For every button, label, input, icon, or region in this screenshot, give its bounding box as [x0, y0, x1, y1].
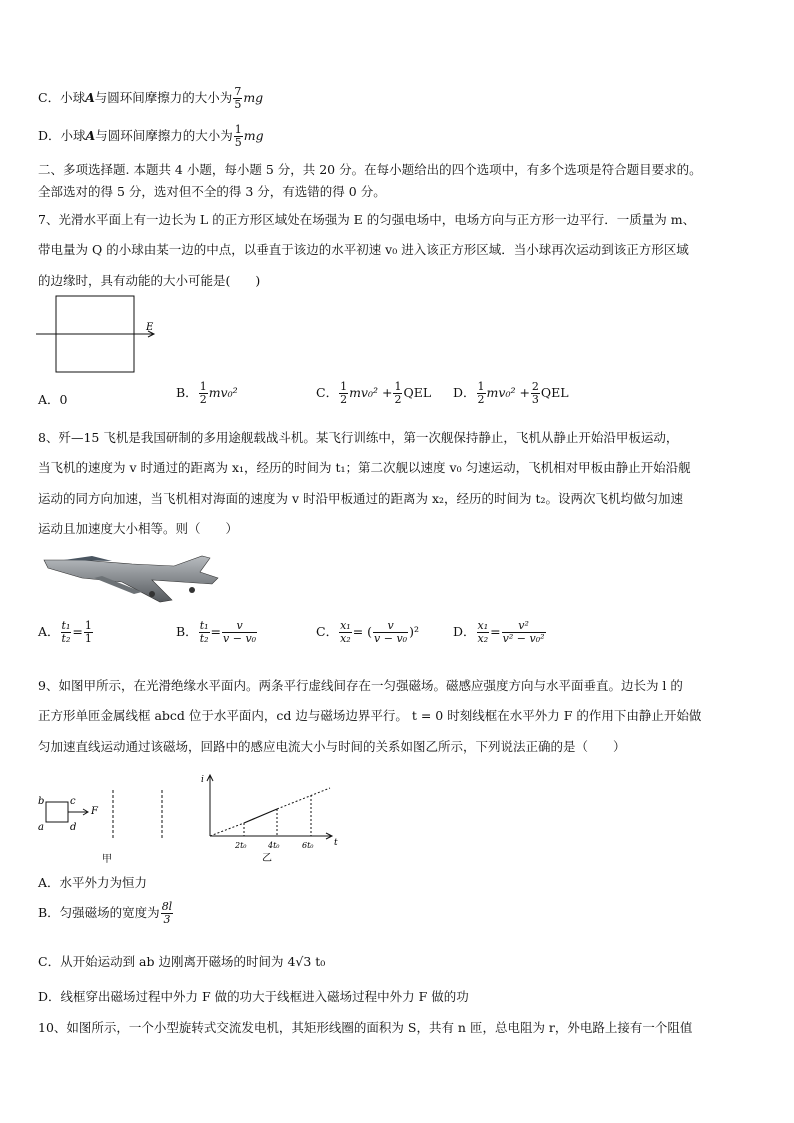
q8-stem-line3: 运动的同方向加速，当飞机相对海面的速度为 v 时沿甲板通过的距离为 x₂，经历的时间为 t₂。设两次飞机均做匀加速: [38, 491, 684, 506]
dashed-line-end: [277, 788, 330, 809]
q9-option-a: A．水平外力为恒力: [38, 875, 148, 890]
q7-stem-line2: 带电量为 Q 的小球由某一边的中点，以垂直于该边的水平初速 v₀ 进入该正方形区域．当小球再次运动到该正方形区域: [38, 242, 689, 257]
corner-c: c: [70, 796, 76, 807]
q8-option-a: A． $\frac{\text{t₁}}{\text{t₂}}$ = $\frac{1}{1}$: [38, 619, 92, 645]
fighter-jet-image: [42, 544, 220, 606]
q8-stem-line2: 当飞机的速度为 v 时通过的距离为 x₁，经历的时间为 t₁；第二次舰以速度 v₀ 匀速运动，飞机相对甲板由静止开始沿舰: [38, 460, 691, 475]
corner-b: b: [38, 796, 45, 807]
field-label: E: [146, 322, 154, 333]
q9-option-d: D．线框穿出磁场过程中外力 F 做的功大于线框进入磁场过程中外力 F 做的功: [38, 989, 469, 1004]
q9-option-c: C．从开始运动到 ab 边刚离开磁场的时间为 4√3 t₀: [38, 954, 326, 969]
current-segment: [244, 809, 277, 823]
q9-figure-jia: [36, 786, 176, 866]
section-heading-line1: 二、多项选择题. 本题共 4 小题，每小题 5 分，共 20 分。在每小题给出的四个选项中，有多个选项是符合题目要求的。: [38, 162, 702, 177]
q7-square-field-figure: [36, 292, 166, 374]
q7-stem-line1: 7、光滑水平面上有一边长为 L 的正方形区域处在场强为 E 的匀强电场中，电场方向与正方形一边平行．一质量为 m、: [38, 212, 696, 227]
t-axis-label: t: [334, 838, 338, 848]
fraction: $\frac{1}{5}$: [234, 123, 242, 149]
tick-label: 4t₀: [268, 841, 280, 850]
q8-option-b: B． $\frac{\text{t₁}}{\text{t₂}}$ = $\frac{v}{\text{v − v₀}}$: [176, 619, 257, 645]
q9-stem-line2: 正方形单匝金属线框 abcd 位于水平面内，cd 边与磁场边界平行。 t = 0 时刻线框在水平外力 F 的作用下由静止开始做: [38, 708, 702, 723]
q7-stem-line3: 的边缘时，具有动能的大小可能是( ): [38, 273, 261, 288]
q9-figure-yi: [198, 772, 348, 864]
q7-option-d: D． $\frac{1}{2}$ mv₀² + $\frac{2}{3}$ QEL: [453, 380, 569, 406]
q8-stem-line1: 8、歼—15 飞机是我国研制的多用途舰载战斗机。某飞行训练中，第一次舰保持静止，飞机从静止开始沿甲板运动，: [38, 430, 679, 445]
q8-option-d: D． $\frac{\text{x₁}}{\text{x₂}}$ = $\frac{\text{v²}}{\text{v² − v₀²}}$: [453, 619, 545, 645]
caption-yi: 乙: [262, 853, 272, 864]
force-label: F: [91, 806, 98, 817]
caption-jia: 甲: [102, 854, 112, 865]
corner-d: d: [70, 822, 77, 833]
wire-frame: [46, 802, 68, 822]
q6-option-d: D．小球A与圆环间摩擦力的大小为 $\frac{1}{5}$ mg: [38, 123, 264, 149]
q7-option-a: A．0: [38, 392, 68, 407]
q9-option-b: B．匀强磁场的宽度为 $\frac{8l}{3}$: [38, 900, 173, 926]
q10-stem-line1: 10、如图所示，一个小型旋转式交流发电机，其矩形线圈的面积为 S，共有 n 匝，总电阻为 r，外电路上接有一个阻值: [38, 1020, 693, 1035]
q7-option-c: C． $\frac{1}{2}$ mv₀² + $\frac{1}{2}$ QEL: [316, 380, 432, 406]
q9-stem-line3: 匀加速直线运动通过该磁场，回路中的感应电流大小与时间的关系如图乙所示，下列说法正确的是（ ）: [38, 739, 626, 754]
q8-option-c: C． $\frac{\text{x₁}}{\text{x₂}}$ = ( $\frac{v}{\text{v − v₀}}$ )²: [316, 619, 419, 645]
i-axis-label: i: [201, 775, 204, 785]
dashed-line-start: [210, 823, 244, 836]
fraction: $\frac{7}{5}$: [234, 85, 242, 111]
corner-a: a: [38, 822, 44, 833]
q7-option-b: B． $\frac{1}{2}$ mv₀²: [176, 380, 238, 406]
q9-stem-line1: 9、如图甲所示，在光滑绝缘水平面内。两条平行虚线间存在一匀强磁场。磁感应强度方向与水平面垂直。边长为 l 的: [38, 678, 683, 693]
tick-label: 2t₀: [235, 841, 247, 850]
tick-label: 6t₀: [302, 841, 314, 850]
section-heading-line2: 全部选对的得 5 分，选对但不全的得 3 分，有选错的得 0 分。: [38, 184, 386, 199]
q8-stem-line4: 运动且加速度大小相等。则（ ）: [38, 521, 239, 536]
q6-option-c: C．小球A与圆环间摩擦力的大小为 $\frac{7}{5}$ mg: [38, 85, 264, 111]
